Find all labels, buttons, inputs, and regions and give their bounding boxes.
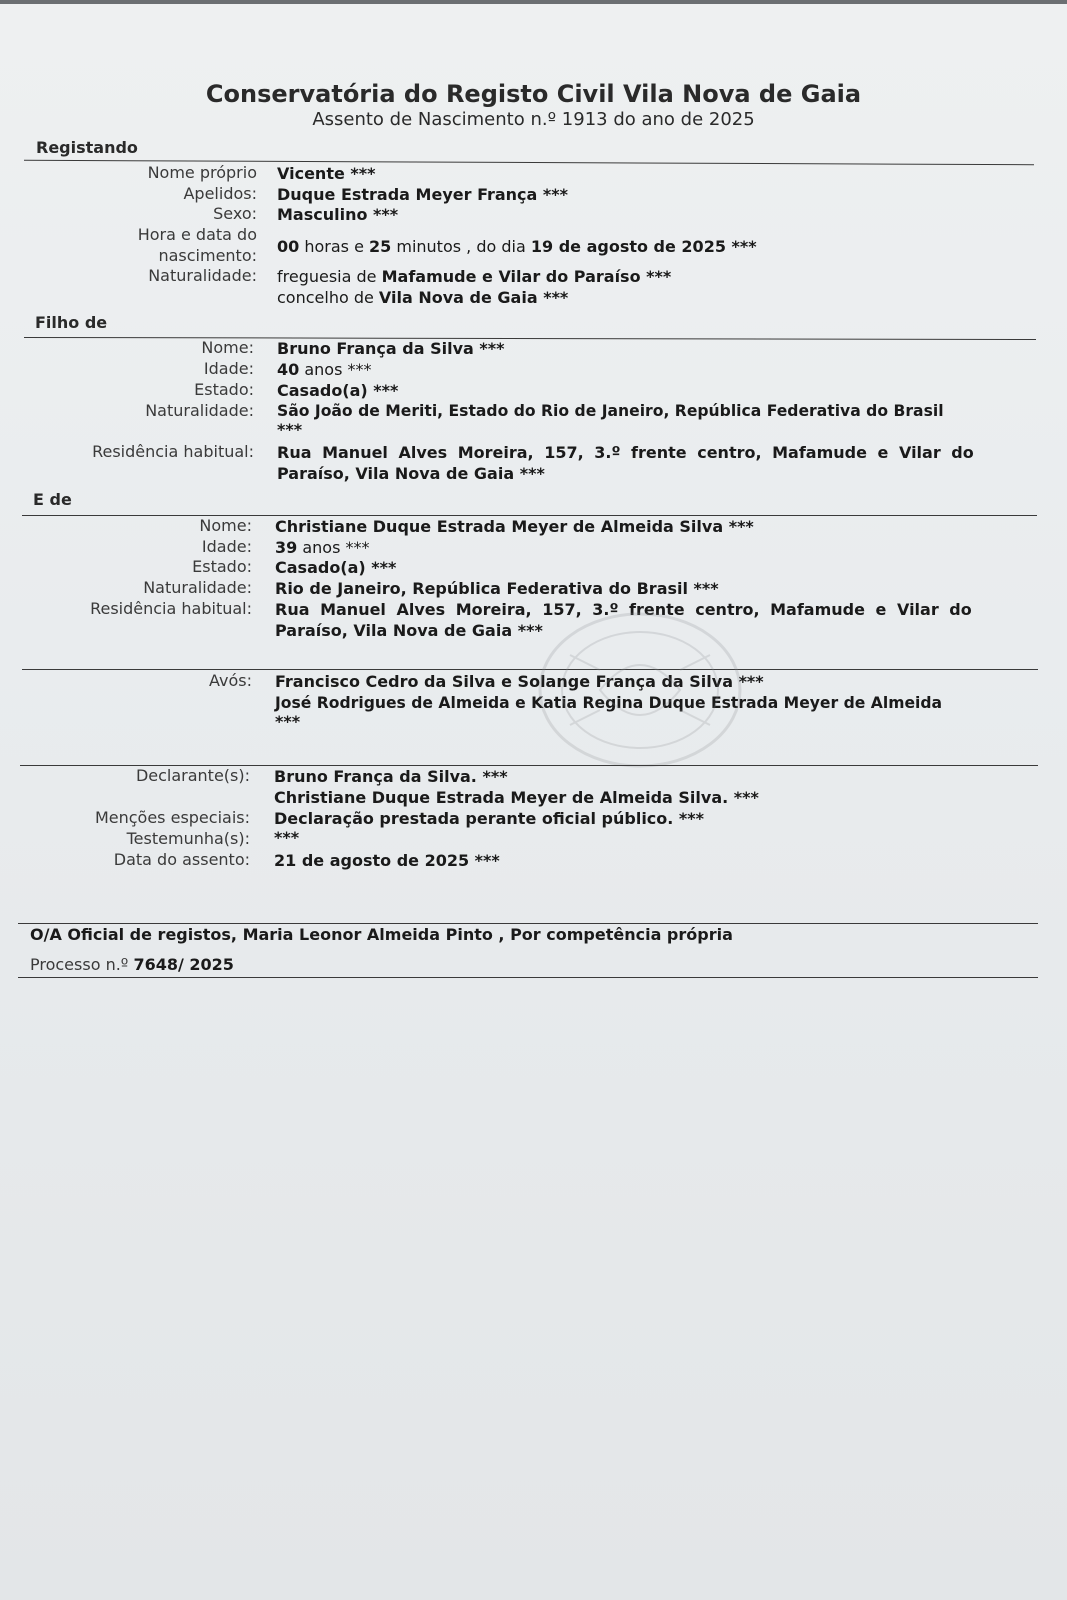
value-pai-residencia-2: Paraíso, Vila Nova de Gaia *** — [277, 464, 545, 483]
value-mae-residencia-2: Paraíso, Vila Nova de Gaia *** — [275, 621, 543, 640]
value-pai-idade-num: 40 — [277, 360, 300, 379]
text-concelho: concelho de — [277, 288, 379, 307]
value-mae-estado: Casado(a) *** — [275, 558, 397, 577]
value-declarante-2 — [274, 787, 1024, 808]
label-testemunhas: Testemunha(s): — [126, 829, 250, 848]
value-declarante-1 — [274, 766, 1024, 787]
label-mae-residencia: Residência habitual: — [90, 599, 252, 618]
text-pai-idade: anos *** — [299, 360, 372, 379]
value-pai-idade — [277, 359, 1027, 380]
value-declarante-2-tail: . *** — [722, 788, 759, 807]
processo-line — [30, 955, 234, 974]
value-horas: 00 — [277, 237, 300, 256]
value-mae-idade — [275, 537, 1025, 558]
label-pai-idade: Idade: — [203, 359, 254, 378]
section-divider — [18, 923, 1038, 924]
footer-divider — [18, 977, 1038, 978]
label-mae-estado: Estado: — [192, 557, 252, 576]
value-mae-naturalidade: Rio de Janeiro, República Federativa do Brasil *** — [275, 579, 719, 598]
label-mae-nome: Nome: — [199, 516, 252, 535]
text-freguesia: freguesia de — [277, 267, 382, 286]
value-concelho-name: Vila Nova de Gaia *** — [378, 288, 569, 307]
value-pai-naturalidade-2: *** — [277, 420, 303, 439]
value-pai-naturalidade-1: São João de Meriti, Estado do Rio de Janeiro, República Federativa do Brasil — [277, 402, 944, 420]
value-pai-nome: Bruno França da Silva *** — [277, 339, 505, 358]
label-mencoes: Menções especiais: — [94, 808, 250, 827]
value-hora-data — [277, 236, 1027, 257]
section-registando: Registando — [36, 138, 138, 157]
label-data-assento: Data do assento: — [113, 850, 250, 869]
value-pai-estado: Casado(a) *** — [277, 381, 399, 400]
text-horas: horas e — [299, 237, 370, 256]
value-avos-2: José Rodrigues de Almeida e Katia Regina Duque Estrada Meyer de Almeida — [275, 694, 943, 712]
value-concelho — [277, 287, 1027, 308]
label-pai-nome: Nome: — [201, 338, 254, 357]
value-declarante-1-name: Bruno França da Silva. — [274, 767, 477, 786]
value-apelidos: Duque Estrada Meyer França *** — [277, 185, 568, 204]
value-freguesia-name: Mafamude e Vilar do Paraíso *** — [381, 267, 672, 286]
value-mae-nome: Christiane Duque Estrada Meyer de Almeida Silva *** — [275, 517, 754, 536]
value-avos-1: Francisco Cedro da Silva e Solange França da Silva *** — [275, 672, 764, 691]
value-minutos: 25 — [369, 237, 392, 256]
label-apelidos: Apelidos: — [183, 184, 257, 203]
value-freguesia — [277, 266, 1027, 287]
value-data-assento: 21 de agosto de 2025 *** — [274, 851, 500, 870]
value-mencoes: Declaração prestada perante oficial público. *** — [274, 809, 705, 828]
value-data-nascimento: 19 de agosto de 2025 *** — [530, 237, 757, 256]
page-top-edge — [0, 0, 1067, 4]
label-hora-data-2: nascimento: — [158, 246, 257, 265]
document-title: Conservatória do Registo Civil Vila Nova de Gaia — [205, 80, 862, 108]
oficial-signature-line: O/A Oficial de registos, Maria Leonor Almeida Pinto , Por competência própria — [30, 925, 733, 944]
label-declarantes: Declarante(s): — [135, 766, 250, 785]
label-nome-proprio: Nome próprio — [147, 163, 257, 182]
value-testemunhas: *** — [274, 828, 300, 847]
label-sexo: Sexo: — [213, 204, 257, 223]
section-filho-de: Filho de — [35, 313, 108, 332]
processo-label: Processo n.º — [30, 955, 129, 974]
text-minutos: minutos , do dia — [391, 237, 531, 256]
processo-number: 7648/ 2025 — [133, 955, 234, 974]
label-avos: Avós: — [209, 671, 252, 690]
label-hora-data-1: Hora e data do — [137, 225, 257, 244]
value-declarante-1-tail: *** — [476, 767, 508, 786]
label-mae-naturalidade: Naturalidade: — [143, 578, 252, 597]
document-subtitle: Assento de Nascimento n.º 1913 do ano de 2025 — [312, 109, 755, 130]
value-nome-proprio: Vicente *** — [277, 164, 376, 183]
label-pai-naturalidade: Naturalidade: — [145, 401, 254, 420]
section-e-de: E de — [33, 490, 72, 509]
embossed-seal-icon — [530, 605, 750, 775]
value-pai-residencia-1: Rua Manuel Alves Moreira, 157, 3.º frente centro, Mafamude e Vilar do — [277, 443, 974, 462]
value-mae-idade-num: 39 — [275, 538, 298, 557]
text-mae-idade: anos *** — [297, 538, 370, 557]
label-mae-idade: Idade: — [201, 537, 252, 556]
label-pai-residencia: Residência habitual: — [92, 442, 254, 461]
value-sexo: Masculino *** — [277, 205, 399, 224]
label-naturalidade: Naturalidade: — [148, 266, 257, 285]
value-mae-residencia-1: Rua Manuel Alves Moreira, 157, 3.º frente centro, Mafamude e Vilar do — [275, 600, 972, 619]
value-declarante-2-name: Christiane Duque Estrada Meyer de Almeida Silva — [274, 788, 723, 807]
label-pai-estado: Estado: — [194, 380, 254, 399]
value-avos-3: *** — [275, 712, 301, 731]
